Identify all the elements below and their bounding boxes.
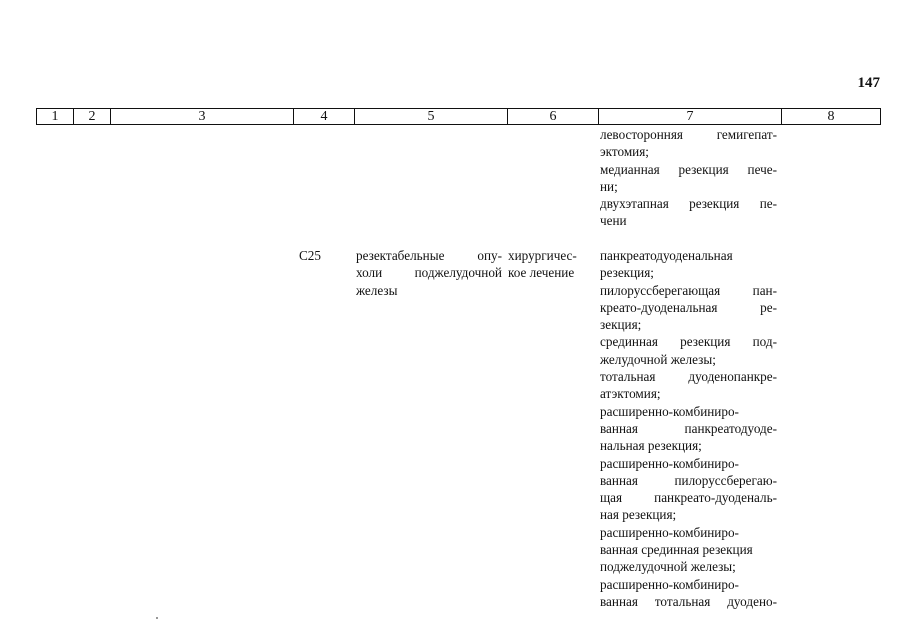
text-line: ванная тотальная дуодено- <box>600 593 777 609</box>
text-line: резекция; <box>600 265 654 281</box>
column-number-4: 4 <box>294 109 355 124</box>
text-line: хирургичес- <box>508 248 577 263</box>
surgical-methods-lines <box>600 247 777 610</box>
text-line: двухэтапная резекция пе- <box>600 196 777 212</box>
column-number-7: 7 <box>599 109 782 124</box>
text-line: ни; <box>600 178 618 194</box>
column-number-8: 8 <box>827 109 835 124</box>
text-line: пилоруссберегающая пан- <box>600 282 777 298</box>
text-line: расширенно-комбиниро- <box>600 524 739 540</box>
column-number-1: 1 <box>37 109 74 124</box>
text-line: ная резекция; <box>600 507 677 523</box>
text-line: креато-дуоденальная ре- <box>600 299 777 315</box>
scan-speck <box>156 617 158 619</box>
text-line: левосторонняя гемигепат- <box>600 127 777 142</box>
table-header-row <box>36 108 881 125</box>
text-line: панкреатодуоденальная <box>600 248 733 263</box>
treatment-type-cell <box>508 247 596 282</box>
text-line: расширенно-комбиниро- <box>600 455 739 471</box>
text-line: срединная резекция под- <box>600 334 777 350</box>
text-line: ванная пилоруссберегаю- <box>600 472 777 488</box>
continued-methods-lines <box>600 126 777 230</box>
column-number-2: 2 <box>74 109 111 124</box>
text-line: чени <box>600 213 627 229</box>
continued-methods-cell <box>600 126 777 230</box>
treatment-type-lines <box>508 247 596 282</box>
page-number: 147 <box>857 75 880 91</box>
text-line: нальная резекция; <box>600 438 702 454</box>
icd-code-cell: C25 <box>299 248 321 263</box>
text-line: ванная панкреатодуоде- <box>600 420 777 436</box>
column-number-5: 5 <box>355 109 508 124</box>
text-line: желудочной железы; <box>600 351 716 367</box>
text-line: расширенно-комбиниро- <box>600 576 739 592</box>
text-line: зекция; <box>600 317 642 333</box>
text-line: железы <box>356 282 398 298</box>
column-number-6: 6 <box>508 109 599 124</box>
text-line: расширенно-комбиниро- <box>600 403 739 419</box>
condition-cell <box>356 247 502 299</box>
column-number-3: 3 <box>111 109 294 124</box>
text-line: эктомия; <box>600 144 649 160</box>
text-line: холи поджелудочной <box>356 265 502 281</box>
text-line: тотальная дуоденопанкре- <box>600 369 777 385</box>
condition-lines <box>356 247 502 299</box>
surgical-methods-cell <box>600 247 777 610</box>
text-line: щая панкреато-дуоденаль- <box>600 490 777 506</box>
text-line: кое лечение <box>508 265 575 281</box>
text-line: медианная резекция пече- <box>600 161 777 177</box>
text-line: ванная срединная резекция <box>600 542 753 558</box>
text-line: резектабельные опу- <box>356 248 502 263</box>
text-line: атэктомия; <box>600 386 661 402</box>
text-line: поджелудочной железы; <box>600 559 736 575</box>
